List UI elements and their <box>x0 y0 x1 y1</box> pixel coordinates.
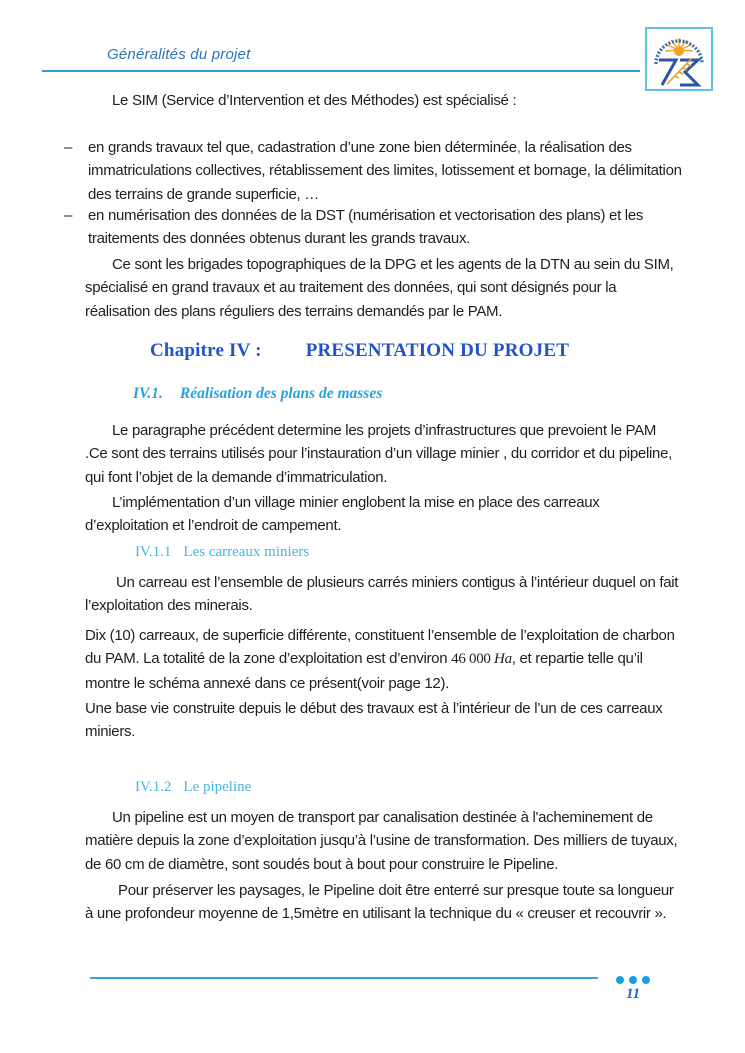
sun-icon <box>674 46 684 56</box>
bullet-text: en numérisation des données de la DST (numérisation et vectorisation des plans) et les traitements des données obtenus durant les grands travaux. <box>88 207 644 248</box>
dot-icon <box>642 976 650 984</box>
subsection-title: Le pipeline <box>183 779 252 795</box>
section-title: Réalisation des plans de masses <box>179 385 383 402</box>
dix-part1: Dix (10) carreaux, de superficie différente, constituent l’ensemble de l’exploitation de charbon du PAM. La totalité de la zone d’exploitation est d’environ <box>85 627 675 668</box>
dot-icon <box>616 976 624 984</box>
area-unit: Ha <box>494 651 512 668</box>
section-number: IV.1. <box>133 385 163 402</box>
section-heading-iv1 <box>133 385 382 403</box>
subsection-title: Les carreaux miniers <box>183 544 310 560</box>
paragraph-preserver: Pour préserver les paysages, le Pipeline doit être enterré sur presque toute sa longueur à une profondeur moyenne de 1,5mètre en utilisant la technique du « creuser et recouvrir ». <box>85 882 674 923</box>
header-running-title: Généralités du projet <box>107 46 251 63</box>
chapter-heading <box>150 340 569 362</box>
bullet-dash-icon: – <box>64 207 73 224</box>
bullet-dash-icon: – <box>64 139 73 156</box>
page-number: 11 <box>626 986 641 1002</box>
paragraph-dix-carreaux <box>85 624 681 695</box>
paragraph-carreau: Un carreau est l’ensemble de plusieurs carrés miniers contigus à l’intérieur duquel on fait l’exploitation des minerais. <box>85 574 679 615</box>
dot-icon <box>629 976 637 984</box>
header-rule <box>42 70 640 72</box>
bullet-item-2 <box>64 204 682 251</box>
paragraph-implementation: L’implémentation d’un village minier englobent la mise en place des carreaux d’exploitation et l’endroit de campement. <box>85 494 600 535</box>
bullet-text <box>88 136 682 206</box>
university-crest-logo <box>645 27 713 91</box>
paragraph-pipeline: Un pipeline est un moyen de transport par canalisation destinée à l'acheminement de matière depuis la zone d’exploitation jusqu’à l’usine de transformation. Des milliers de tuyaux, de 60 cm de diamètre, sont soudés bout à bout pour construire le Pipeline. <box>85 809 678 873</box>
subsection-heading-iv12 <box>135 779 251 796</box>
crest-icon <box>645 27 713 91</box>
bullet1-part2: la réalisation des immatriculations collectives, rétablissement des limites, lotissement et bornage, la délimitation des terrains de grande superficie, … <box>88 139 682 203</box>
bullet-item-1 <box>64 136 682 206</box>
paragraph-brigades: Ce sont les brigades topographiques de la DPG et les agents de la DTN au sein du SIM, spécialisé en grand travaux et au traitement des données, qui sont désignés pour la réalisation des plans réguliers des terrains demandés par le PAM. <box>85 256 674 320</box>
paragraph-base-vie: Une base vie construite depuis le début des travaux est à l’intérieur de l’un de ces carreaux miniers. <box>85 700 663 741</box>
bullet1-red-comma: , <box>516 139 521 156</box>
subsection-heading-iv11 <box>135 544 309 561</box>
subsection-number: IV.1.1 <box>135 544 172 560</box>
footer-dots-icon <box>616 976 650 984</box>
dix-part2: , et repartie telle qu’il montre le schéma annexé dans ce présent(voir page 12). <box>85 650 643 692</box>
intro-paragraph: Le SIM (Service d’Intervention et des Méthodes) est spécialisé : <box>112 92 517 109</box>
bullet1-part1: en grands travaux tel que, cadastration d’une zone bien déterminée <box>88 139 517 156</box>
chapter-title: PRESENTATION DU PROJET <box>305 340 570 361</box>
chapter-label: Chapitre IV : <box>150 340 262 361</box>
subsection-number: IV.1.2 <box>135 779 172 795</box>
footer-rule <box>90 977 598 979</box>
area-value: 46 000 <box>451 651 495 668</box>
paragraph-infrastructures: Le paragraphe précédent determine les projets d’infrastructures que prevoient le PAM .Ce sont des terrains utilisés pour l’instauration d’un village minier , du corridor et du pipeline, qui font l’objet de la demande d’immatriculation. <box>85 422 672 486</box>
